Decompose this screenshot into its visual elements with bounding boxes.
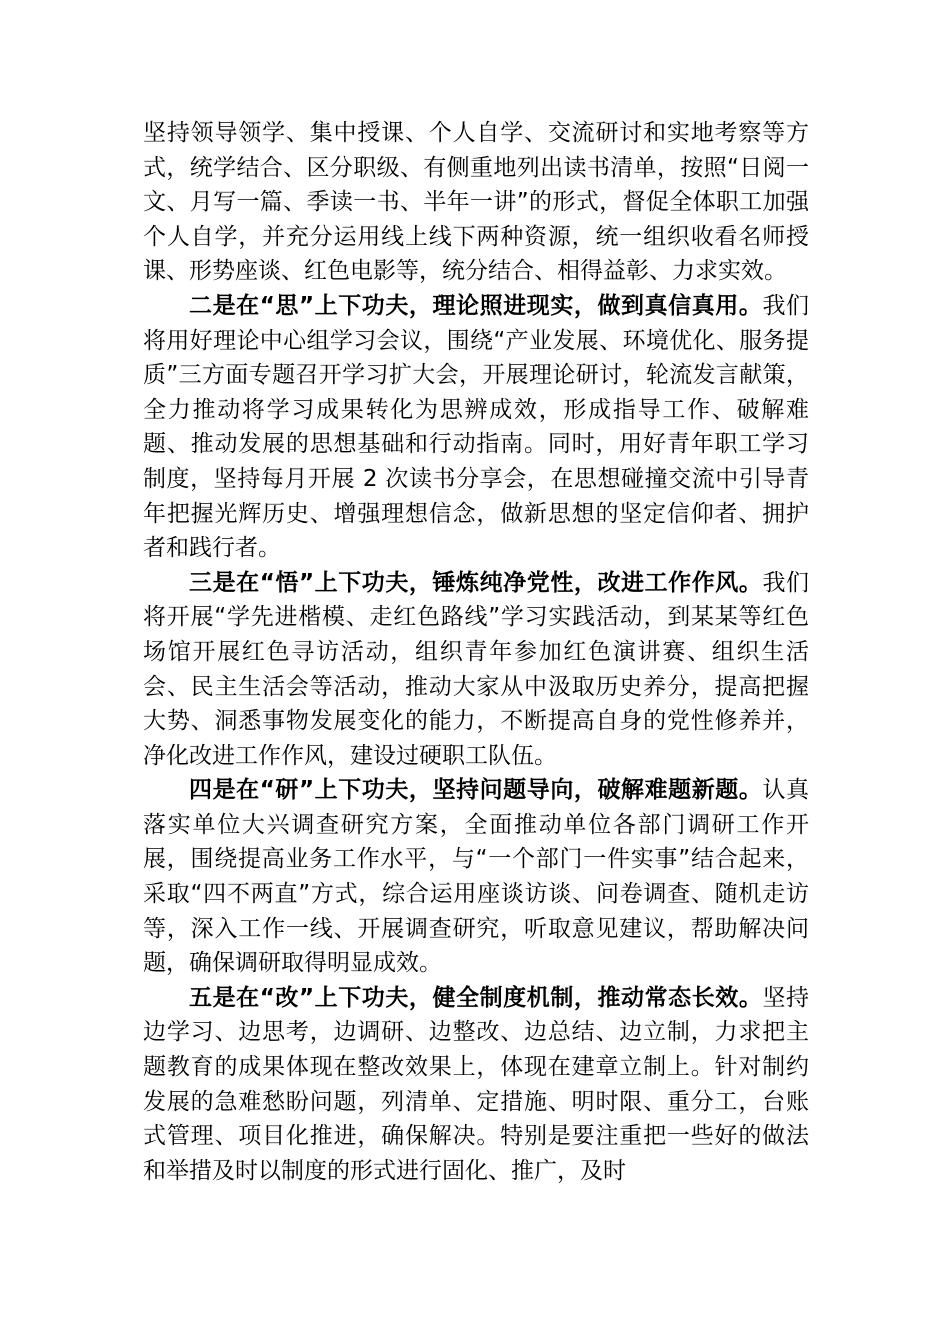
paragraph-heading: 二是在“思”上下功夫，理论照进现实，做到真信真用。 xyxy=(189,292,763,319)
paragraph-body: 坚持领导领学、集中授课、个人自学、交流研讨和实地考察等方式，统学结合、区分职级、有侧重地列出读书清单，按照“日阅一文、月写一篇、季读一书、半年一讲”的形式，督促全体职工加强个人自学，并充分运用线上线下两种资源，统一组织收看名师授课、形势座谈、红色电影等，统分结合、相得益彰、力求实效。 xyxy=(143,120,809,285)
paragraph-body: 认真落实单位大兴调查研究方案，全面推动单位各部门调研工作开展，围绕提高业务工作水平，与“一个部门一件实事”结合起来，采取“四不两直”方式，综合运用座谈访谈、问卷调查、随机走访等，深入工作一线、开展调查研究，听取意见建议，帮助解决问题，确保调研取得明显成效。 xyxy=(143,777,810,977)
paragraph-body: 我们将开展“学先进楷模、走红色路线”学习实践活动，到某某等红色场馆开展红色寻访活动，组织青年参加红色演讲赛、组织生活会、民主生活会等活动，推动大家从中汲取历史养分，提高把握大势、洞悉事物发展变化的能力，不断提高自身的党性修养并，净化改进工作作风，建设过硬职工队伍。 xyxy=(143,569,810,769)
paragraph-gai xyxy=(143,981,809,1189)
paragraph-continuation xyxy=(143,116,809,289)
paragraph-body: 我们将用好理论中心组学习会议，围绕“产业发展、环境优化、服务提质”三方面专题召开学习扩大会，开展理论研讨，轮流发言献策，全力推动将学习成果转化为思辨成效，形成指导工作、破解难题、推动发展的思想基础和行动指南。同时，用好青年职工学习制度，坚持每月开展 2 次读书分享会，在思想碰撞交流中引导青年把握光辉历史、增强理想信念，做新思想的坚定信仰者、拥护者和践行者。 xyxy=(143,292,810,562)
document-body xyxy=(143,116,809,1188)
paragraph-yan xyxy=(143,773,809,981)
paragraph-si xyxy=(143,289,809,566)
paragraph-heading: 三是在“悟”上下功夫，锤炼纯净党性，改进工作作风。 xyxy=(189,569,763,596)
paragraph-body: 坚持边学习、边思考，边调研、边整改、边总结、边立制，力求把主题教育的成果体现在整改效果上，体现在建章立制上。针对制约发展的急难愁盼问题，列清单、定措施、明时限、重分工，台账式管理、项目化推进，确保解决。特别是要注重把一些好的做法和举措及时以制度的形式进行固化、推广，及时 xyxy=(143,984,810,1184)
paragraph-heading: 五是在“改”上下功夫，健全制度机制，推动常态长效。 xyxy=(189,984,763,1011)
paragraph-heading: 四是在“研”上下功夫，坚持问题导向，破解难题新题。 xyxy=(189,777,763,804)
paragraph-wu xyxy=(143,566,809,774)
